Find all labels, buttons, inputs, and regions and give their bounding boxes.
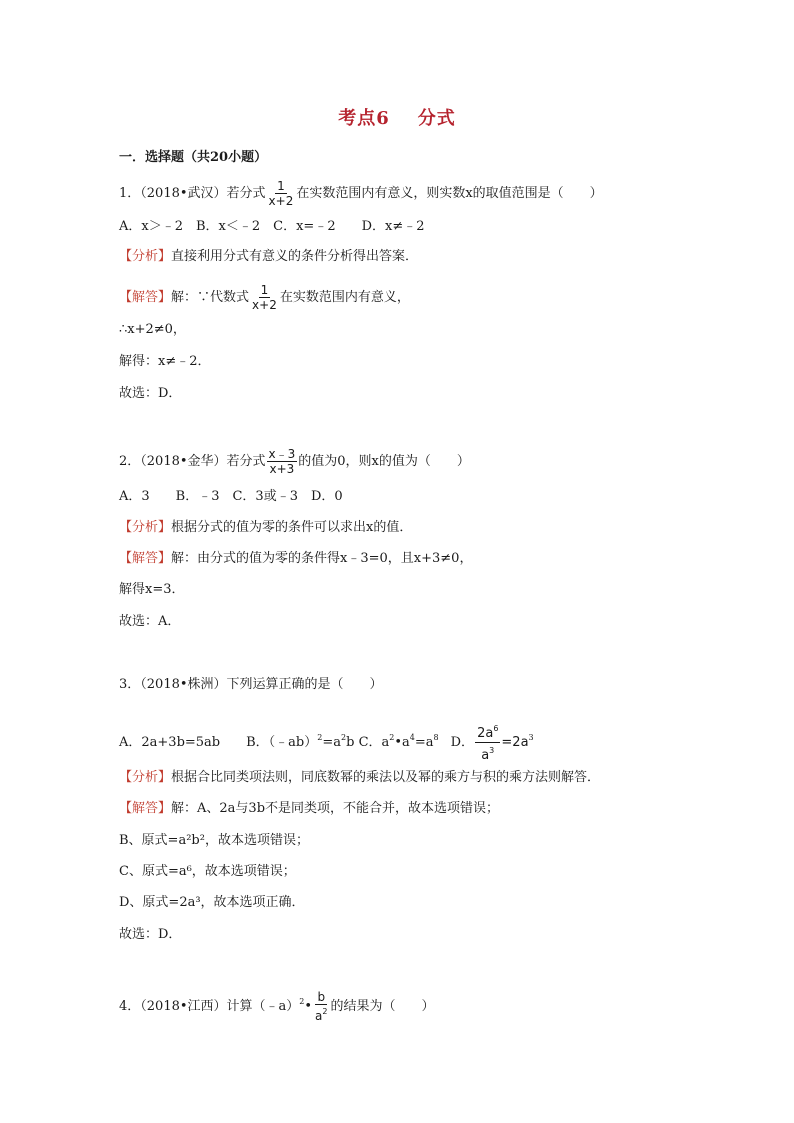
page-title bbox=[0, 104, 794, 130]
q1-fraction-numerator: 1 bbox=[277, 179, 285, 193]
q1-stem-suffix: 在实数范围内有意义，则实数x的取值范围是（ ） bbox=[296, 186, 603, 201]
q1-answer-fraction bbox=[250, 283, 279, 312]
q1-answer bbox=[119, 283, 410, 312]
q3-option-d-fraction bbox=[475, 721, 500, 764]
q3-option-d-denominator-exp: 3 bbox=[489, 746, 495, 755]
q4-stem-suffix: 的结果为（ ） bbox=[330, 999, 435, 1014]
q1-analysis-text: 直接利用分式有意义的条件分析得出答案． bbox=[171, 249, 419, 264]
q3-option-d-rhs-exp: 3 bbox=[528, 733, 534, 742]
q2-analysis-tag: 【分析】 bbox=[119, 520, 172, 535]
q3-option-d-denominator bbox=[479, 743, 496, 764]
q2-options: A．3 B．﹣3 C．3或﹣3 D．0 bbox=[119, 489, 343, 504]
q3-option-b-rhs: =a bbox=[322, 735, 342, 750]
q2-analysis bbox=[119, 518, 412, 538]
q3-option-b-rhs-exponent: 2 bbox=[341, 733, 347, 742]
q1-analysis bbox=[119, 247, 418, 267]
q3-choice: 故选：D． bbox=[119, 927, 182, 942]
q3-line-b: B、原式=a²b²，故本选项错误； bbox=[119, 833, 309, 848]
q1-answer-prefix: 解：∵代数式 bbox=[171, 290, 250, 305]
q3-option-a: A．2a+3b=5ab B．（﹣ab） bbox=[119, 735, 318, 750]
q3-analysis-text: 根据合比同类项法则，同底数幂的乘法以及幂的乘方与积的乘方法则解答． bbox=[171, 770, 601, 785]
q3-option-d-rhs: =2a bbox=[501, 735, 529, 750]
q1-step1: ∴x+2≠0， bbox=[119, 322, 186, 337]
q3-line-c: C、原式=a⁶，故本选项错误； bbox=[119, 864, 296, 879]
q2-answer bbox=[119, 549, 472, 569]
q2-fraction bbox=[267, 447, 298, 476]
q4-fraction bbox=[313, 990, 329, 1023]
q2-fraction-denominator: x+3 bbox=[269, 462, 295, 476]
q1-fraction bbox=[267, 179, 296, 208]
q4-fraction-denominator-exp: 2 bbox=[322, 1007, 328, 1016]
q4-exponent: 2 bbox=[299, 997, 305, 1006]
q4-stem bbox=[119, 990, 435, 1023]
q2-stem bbox=[119, 447, 470, 476]
q2-choice: 故选：A． bbox=[119, 614, 181, 629]
q1-stem-prefix: 1．（2018•武汉）若分式 bbox=[119, 186, 266, 201]
q2-answer-text: 解：由分式的值为零的条件得x﹣3=0，且x+3≠0， bbox=[171, 551, 473, 566]
q2-fraction-numerator: x﹣3 bbox=[268, 447, 296, 461]
q3-option-b-tail: b C．a bbox=[346, 735, 390, 750]
q1-answer-suffix: 在实数范围内有意义， bbox=[279, 290, 410, 305]
q1-fraction-denominator: x+2 bbox=[268, 194, 294, 208]
q3-analysis bbox=[119, 768, 600, 788]
q3-option-c-eq: =a bbox=[414, 735, 434, 750]
q2-stem-prefix: 2．（2018•金华）若分式 bbox=[119, 454, 266, 469]
q3-option-d-numerator-exp: 6 bbox=[493, 724, 499, 733]
q3-answer-tag: 【解答】 bbox=[119, 801, 172, 816]
q3-option-d-numerator bbox=[475, 721, 500, 743]
q2-stem-suffix: 的值为0，则x的值为（ ） bbox=[298, 454, 470, 469]
q1-options: A．x＞﹣2 B．x＜﹣2 C．x=﹣2 D．x≠﹣2 bbox=[119, 219, 425, 234]
q3-analysis-tag: 【分析】 bbox=[119, 770, 172, 785]
q3-answer bbox=[119, 799, 499, 819]
q3-option-d-denominator-text: a bbox=[481, 748, 490, 763]
q3-line-d: D、原式=2a³，故本选项正确． bbox=[119, 895, 305, 910]
q4-stem-prefix: 4．（2018•江西）计算（﹣a） bbox=[119, 999, 300, 1014]
q1-answer-fraction-numerator: 1 bbox=[260, 283, 269, 297]
q1-answer-tag: 【解答】 bbox=[119, 290, 172, 305]
title-topic: 分式 bbox=[417, 108, 456, 129]
q3-answer-text: 解：A、2a与3b不是同类项，不能合并，故本选项错误； bbox=[171, 801, 500, 816]
q3-option-d-numerator-text: 2a bbox=[477, 726, 494, 741]
q4-fraction-denominator-text: a bbox=[315, 1009, 323, 1023]
q3-option-c-exp2: 4 bbox=[409, 733, 415, 742]
title-kaodian: 考点6 bbox=[338, 108, 390, 129]
q2-step1: 解得x=3． bbox=[119, 582, 185, 597]
q3-option-d-label: D． bbox=[450, 735, 475, 750]
q1-analysis-tag: 【分析】 bbox=[119, 249, 172, 264]
q3-options bbox=[119, 721, 534, 764]
q3-stem: 3．（2018•株洲）下列运算正确的是（ ） bbox=[119, 677, 383, 692]
q3-option-c-exp1: 2 bbox=[389, 733, 395, 742]
q1-stem bbox=[119, 179, 603, 208]
q4-fraction-denominator bbox=[313, 1005, 329, 1023]
q3-option-c-exp3: 8 bbox=[433, 733, 439, 742]
q1-answer-fraction-denominator: x+2 bbox=[252, 298, 277, 312]
q4-dot: • bbox=[304, 999, 313, 1014]
q4-fraction-numerator: b bbox=[317, 990, 326, 1004]
q2-analysis-text: 根据分式的值为零的条件可以求出x的值． bbox=[171, 520, 413, 535]
q3-option-b-exponent: 2 bbox=[317, 733, 323, 742]
section-heading: 一．选择题（共20小题） bbox=[119, 150, 268, 165]
q1-choice: 故选：D． bbox=[119, 386, 182, 401]
q1-step2: 解得：x≠﹣2． bbox=[119, 354, 211, 369]
q2-answer-tag: 【解答】 bbox=[119, 551, 172, 566]
q3-option-c-mid: •a bbox=[394, 735, 410, 750]
